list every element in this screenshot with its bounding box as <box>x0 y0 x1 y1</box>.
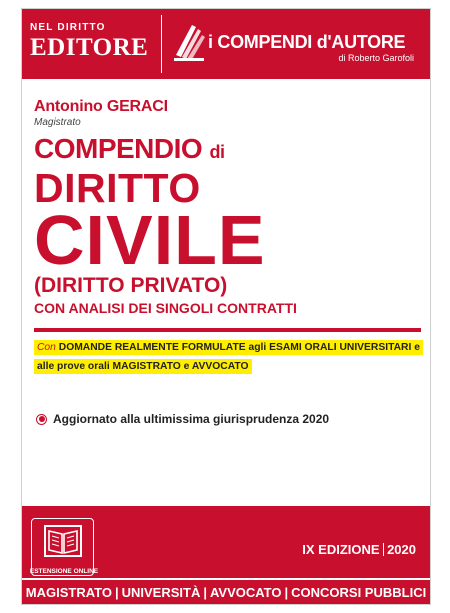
series-subtitle: di Roberto Garofoli <box>338 53 414 63</box>
highlight-line-2: alle prove orali MAGISTRATO e AVVOCATO <box>34 359 252 374</box>
title-compendio: COMPENDIO <box>34 133 203 164</box>
category-separator: | <box>284 585 289 600</box>
book-title <box>34 134 424 317</box>
author-role: Magistrato <box>34 117 81 128</box>
cover-footer <box>22 506 430 605</box>
title-rule <box>34 328 421 332</box>
title-line-5: CON ANALISI DEI SINGOLI CONTRATTI <box>34 300 297 316</box>
author-name: Antonino GERACI <box>34 98 168 115</box>
title-di: di <box>209 142 225 162</box>
audience-categories <box>22 585 430 600</box>
radio-dot-icon <box>36 414 47 425</box>
category-item: UNIVERSITÀ <box>121 585 201 600</box>
edition-separator <box>383 543 385 556</box>
publisher-main-text: EDITORE <box>30 34 149 61</box>
update-text: Aggiornato alla ultimissima giurisprudenza 2020 <box>53 412 330 426</box>
highlight-box <box>34 337 426 374</box>
book-cover <box>21 8 431 605</box>
category-separator: | <box>203 585 207 600</box>
update-note <box>36 412 329 426</box>
category-item: MAGISTRATO <box>25 585 112 600</box>
extension-label: ESTENSIONE ONLINE <box>29 568 99 575</box>
edition-text: IX EDIZIONE <box>302 542 380 557</box>
open-book-icon <box>44 525 82 561</box>
highlight-line-1-text: DOMANDE REALMENTE FORMULATE agli ESAMI ORALI UNIVERSITARI e <box>58 342 420 353</box>
title-line-2: DIRITTO <box>34 165 201 211</box>
title-line-3: CIVILE <box>34 201 266 279</box>
series-title: i COMPENDI d'AUTORE <box>208 32 406 52</box>
title-line-4: (DIRITTO PRIVATO) <box>34 274 228 297</box>
footer-divider <box>22 578 430 580</box>
edition-info <box>302 542 416 557</box>
title-line-1 <box>34 134 424 167</box>
category-item: AVVOCATO <box>209 585 282 600</box>
category-item: CONCORSI PUBBLICI <box>291 585 427 600</box>
edition-year: 2020 <box>387 542 416 557</box>
series-logo <box>172 19 422 69</box>
highlight-line-1 <box>34 340 423 355</box>
highlight-prefix: Con <box>37 342 56 353</box>
book-stack-icon <box>172 19 208 63</box>
publisher-top-text: NEL DIRITTO <box>30 22 106 33</box>
category-separator: | <box>114 585 119 600</box>
publisher-logo <box>30 23 158 67</box>
cover-header <box>22 9 430 79</box>
author-block <box>34 98 168 128</box>
header-divider <box>161 15 162 73</box>
